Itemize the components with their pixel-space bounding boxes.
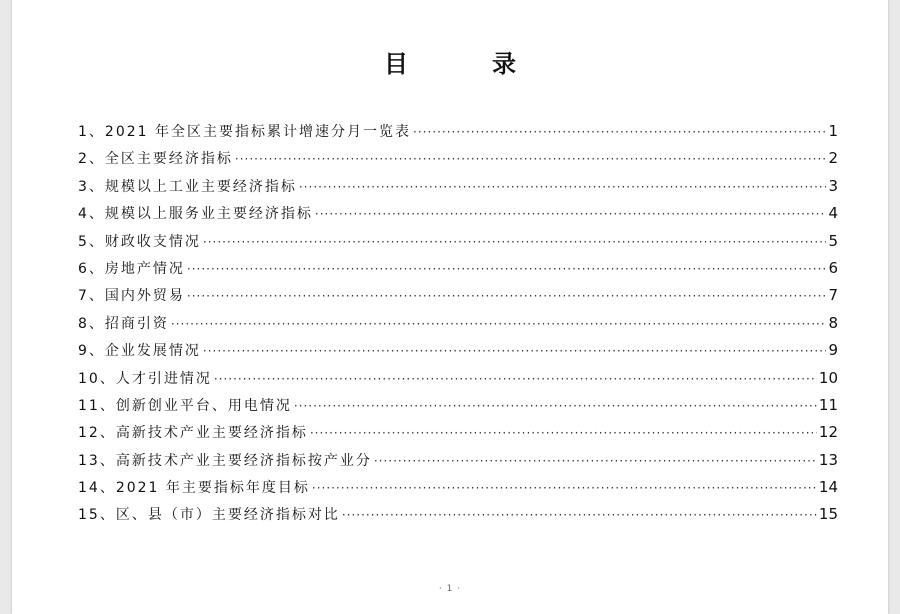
toc-entry-page: 4 xyxy=(828,204,838,223)
toc-leader-dots xyxy=(374,454,817,468)
page-title: 目 录 xyxy=(384,50,546,78)
table-of-contents xyxy=(78,121,838,532)
toc-entry-label: 7、国内外贸易 xyxy=(78,288,185,305)
toc-entry[interactable] xyxy=(78,148,838,175)
toc-leader-dots xyxy=(171,317,827,331)
toc-entry-page: 1 xyxy=(828,122,838,140)
toc-entry-label: 3、规模以上工业主要经济指标 xyxy=(78,178,297,195)
toc-entry-label: 9、企业发展情况 xyxy=(78,343,201,360)
toc-entry-page: 5 xyxy=(828,231,838,250)
toc-leader-dots xyxy=(299,180,827,194)
page-footer-number: · 1 · xyxy=(438,584,462,594)
toc-entry-page: 15 xyxy=(818,505,838,524)
toc-entry-page: 3 xyxy=(828,176,838,195)
toc-entry-page: 14 xyxy=(818,478,838,497)
toc-entry[interactable] xyxy=(78,450,838,477)
toc-entry-page: 8 xyxy=(828,313,838,332)
toc-leader-dots xyxy=(310,426,817,440)
toc-entry[interactable] xyxy=(78,176,838,203)
toc-entry-label: 4、规模以上服务业主要经济指标 xyxy=(78,206,313,223)
toc-entry-page: 10 xyxy=(818,368,838,387)
toc-entry-label: 1、2021 年全区主要指标累计增速分月一览表 xyxy=(78,124,411,140)
toc-entry-label: 2、全区主要经济指标 xyxy=(78,151,233,168)
toc-entry-label: 13、高新技术产业主要经济指标按产业分 xyxy=(78,452,372,469)
toc-entry-label: 14、2021 年主要指标年度目标 xyxy=(78,480,310,497)
toc-entry-label: 5、财政收支情况 xyxy=(78,233,201,250)
toc-entry-page: 11 xyxy=(818,395,838,414)
toc-leader-dots xyxy=(187,289,827,303)
toc-entry-page: 6 xyxy=(828,258,838,277)
toc-leader-dots xyxy=(235,152,827,166)
toc-entry[interactable] xyxy=(78,258,838,285)
toc-leader-dots xyxy=(214,372,817,386)
toc-entry-label: 11、创新创业平台、用电情况 xyxy=(78,397,292,414)
toc-entry[interactable] xyxy=(78,368,838,395)
toc-entry-label: 15、区、县（市）主要经济指标对比 xyxy=(78,507,340,524)
toc-leader-dots xyxy=(312,481,817,495)
toc-leader-dots xyxy=(294,399,817,413)
toc-entry-label: 6、房地产情况 xyxy=(78,260,185,277)
toc-entry-page: 12 xyxy=(818,423,838,442)
toc-entry-page: 13 xyxy=(818,450,838,469)
toc-entry[interactable] xyxy=(78,477,838,504)
toc-leader-dots xyxy=(413,125,826,139)
toc-entry[interactable] xyxy=(78,285,838,312)
toc-entry[interactable] xyxy=(78,231,838,258)
toc-entry[interactable] xyxy=(78,395,838,422)
toc-entry-page: 7 xyxy=(828,286,838,305)
document-page xyxy=(12,0,888,614)
toc-leader-dots xyxy=(315,207,827,221)
toc-entry[interactable] xyxy=(78,313,838,340)
toc-entry[interactable] xyxy=(78,203,838,230)
toc-entry-label: 8、招商引资 xyxy=(78,315,169,332)
toc-leader-dots xyxy=(203,344,827,358)
toc-entry-label: 12、高新技术产业主要经济指标 xyxy=(78,425,308,442)
toc-entry[interactable] xyxy=(78,504,838,531)
toc-leader-dots xyxy=(203,235,827,249)
toc-entry[interactable] xyxy=(78,340,838,367)
toc-leader-dots xyxy=(187,262,827,276)
toc-entry-label: 10、人才引进情况 xyxy=(78,370,212,387)
toc-entry-page: 9 xyxy=(828,341,838,360)
toc-entry[interactable] xyxy=(78,422,838,449)
toc-entry-page: 2 xyxy=(828,149,838,168)
toc-leader-dots xyxy=(342,508,817,522)
toc-entry[interactable] xyxy=(78,121,838,148)
